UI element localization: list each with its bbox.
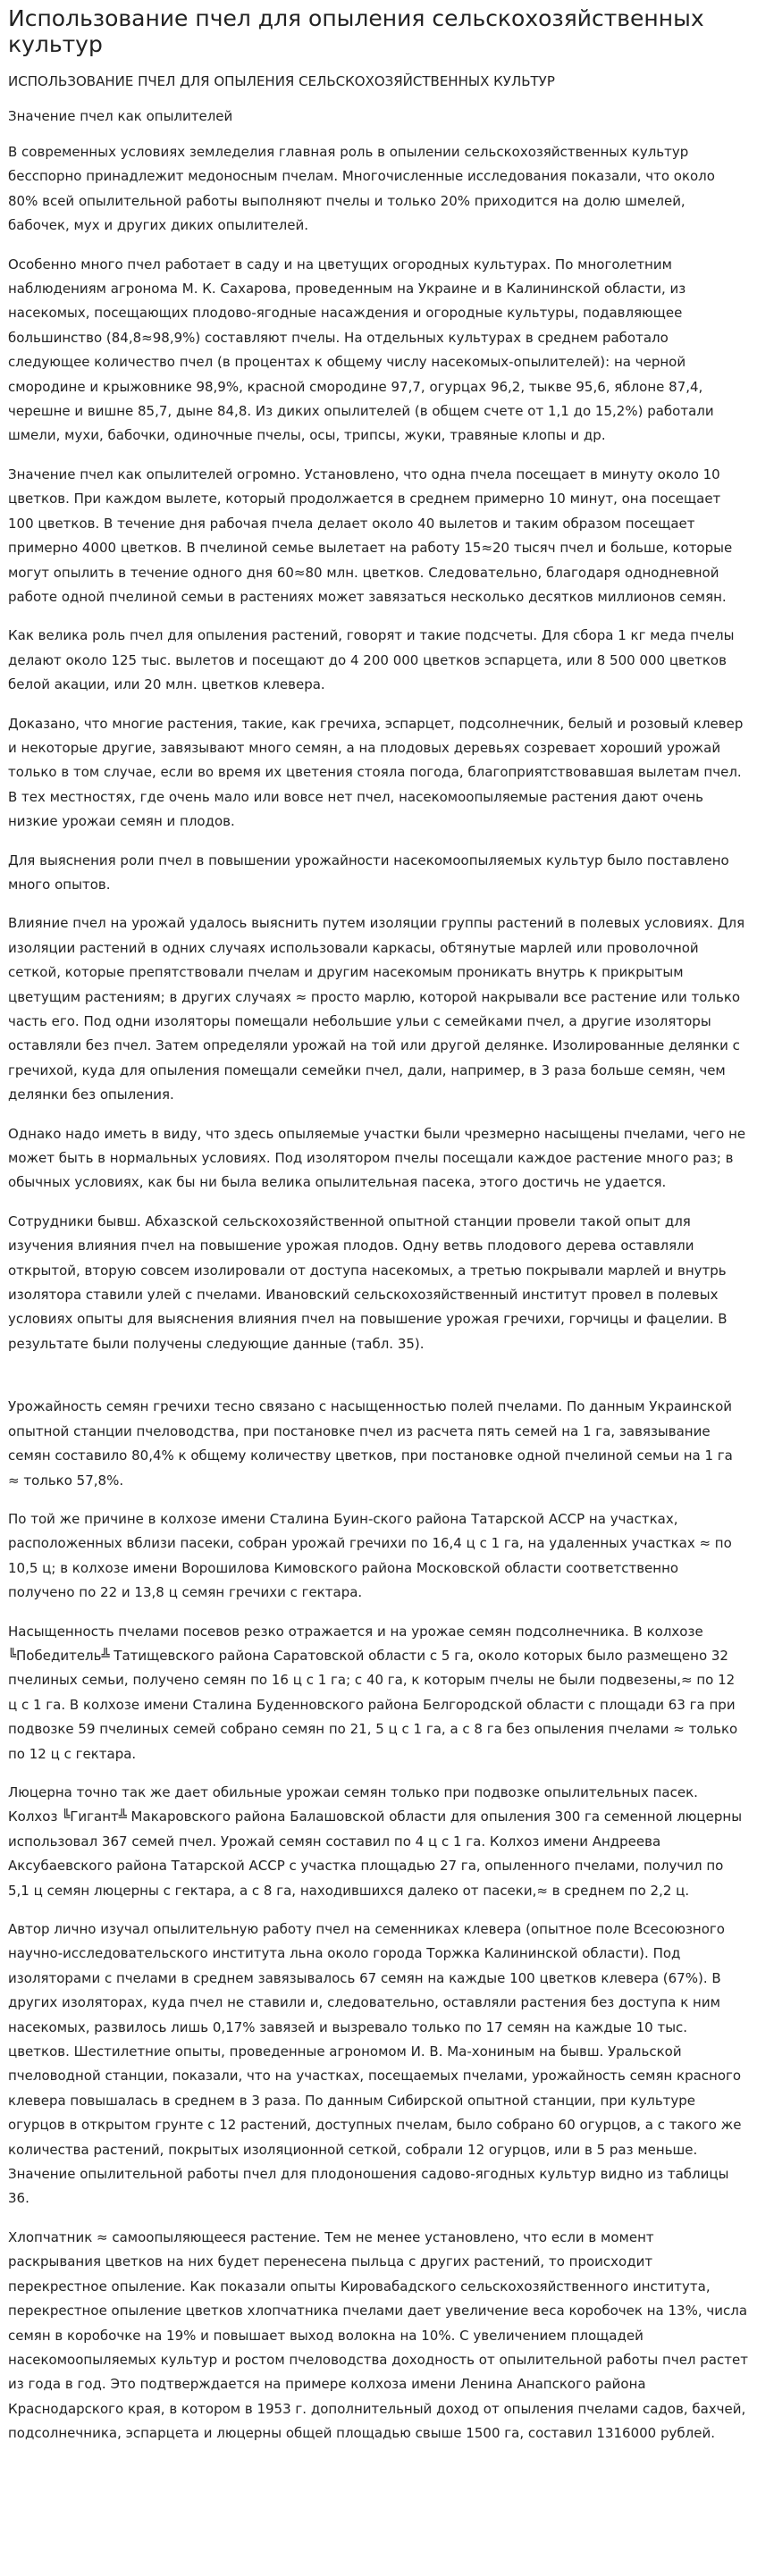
paragraph: Урожайность семян гречихи тесно связано с насыщенностью полей пчелами. По данным Украинской опытной станции пчеловодства, при постановке пчел из расчета пять семей на 1 га, завязывание семян составило 80,4% к общему количеству цветков, при постановке одной пчелиной семьи на 1 га ≈ только 57,8%.: [8, 1398, 733, 1489]
paragraph: Однако надо иметь в виду, что здесь опыляемые участки были чрезмерно насыщены пчелами, чего не может быть в нормальных условиях. Под изолятором пчелы посещали каждое растение много раз; в обычных условиях, как бы ни была велика опылительная пасека, этого достичь не удается.: [8, 1125, 746, 1191]
paragraph: Как велика роль пчел для опыления растений, говорят и такие подсчеты. Для сбора 1 кг меда пчелы делают около 125 тыс. вылетов и посещают до 4 200 000 цветков эспарцета, или 8 500 000 цветков белой акации, или 20 млн. цветков клевера.: [8, 627, 735, 693]
table-placeholder-gap: [8, 1371, 748, 1395]
paragraph: Для выяснения роли пчел в повышении урожайности насекомоопыляемых культур было поставлено много опытов.: [8, 852, 729, 893]
paragraph: Значение пчел как опылителей огромно. Установлено, что одна пчела посещает в минуту около 10 цветков. При каждом вылете, который продолжается в среднем примерно 10 минут, она посещает 100 цветков. В течение дня рабочая пчела делает около 40 вылетов и таким образом посещает примерно 4000 цветков. В пчелиной семье вылетает на работу 15≈20 тысяч пчел и больше, которые могут опылить в течение одного дня 60≈80 млн. цветков. Следовательно, благодаря однодневной работе одной пчелиной семьи в растениях может завязаться несколько десятков миллионов семян.: [8, 466, 733, 605]
paragraph: Особенно много пчел работает в саду и на цветущих огородных культурах. По многолетним наблюдениям агронома М. К. Сахарова, проведенным на Украине и в Калининской области, из насекомых, посещающих плодово-ягодные насаждения и огородные культуры, подавляющее большинство (84,8≈98,9%) составляют пчелы. На отдельных культурах в среднем работало следующее количество пчел (в процентах к общему числу насекомых-опылителей): на черной смородине и крыжовнике 98,9%, красной смородине 97,7, огурцах 96,2, тыкве 95,6, яблоне 87,4, черешне и вишне 85,7, дыне 84,8. Из диких опылителей (в общем счете от 1,1 до 15,2%) работали шмели, мухи, бабочки, одиночные пчелы, осы, трипсы, жуки, травяные клопы и др.: [8, 256, 714, 444]
paragraph: В современных условиях земледелия главная роль в опылении сельскохозяйственных культур бесспорно принадлежит медоносным пчелам. Многочисленные исследования показали, что около 80% всей опылительной работы выполняют пчелы и только 20% приходится на долю шмелей, бабочек, мух и других диких опылителей.: [8, 144, 715, 234]
article-subtitle: ИСПОЛЬЗОВАНИЕ ПЧЕЛ ДЛЯ ОПЫЛЕНИЯ СЕЛЬСКОХОЗЯЙСТВЕННЫХ КУЛЬТУР: [8, 73, 555, 89]
paragraph: Люцерна точно так же дает обильные урожаи семян только при подвозке опылительных пасек. Колхоз ╚Гигант╩ Макаровского района Балашовской области для опыления 300 га семенной люцерны использовал 367 семей пчел. Урожай семян составил по 4 ц с 1 га. Колхоз имени Андреева Аксубаевского района Татарской АССР с участка площадью 27 га, опыленного пчелами, получил по 5,1 ц семян люцерны с гектара, а с 8 га, находившихся далеко от пасеки,≈ в среднем по 2,2 ц.: [8, 1783, 743, 1899]
paragraph: Сотрудники бывш. Абхазской сельскохозяйственной опытной станции провели такой опыт для изучения влияния пчел на повышение урожая плодов. Одну ветвь плодового дерева оставляли открытой, вторую совсем изолировали от доступа насекомых, а третью покрывали марлей и внутрь изолятора ставили улей с пчелами. Ивановский сельскохозяйственный институт провел в полевых условиях опыты для выяснения влияния пчел на повышение урожая гречихи, горчицы и фацелии. В результате были получены следующие данные (табл. 35).: [8, 1212, 728, 1352]
section-heading: Значение пчел как опылителей: [8, 108, 233, 124]
paragraph: По той же причине в колхозе имени Сталина Буин-ского района Татарской АССР на участках, расположенных вблизи пасеки, собран урожай гречихи по 16,4 ц с 1 га, на удаленных участках ≈ по 10,5 ц; в колхозе имени Ворошилова Кимовского района Московской области соответственно получено по 22 и 13,8 ц семян гречихи с гектара.: [8, 1510, 732, 1601]
paragraph: Доказано, что многие растения, такие, как гречиха, эспарцет, подсолнечник, белый и розовый клевер и некоторые другие, завязывают много семян, а на плодовых деревьях созревает хороший урожай только в том случае, если во время их цветения стояла погода, благоприятствовавшая вылетам пчел. В тех местностях, где очень мало или вовсе нет пчел, насекомоопыляемые растения дают очень низкие урожаи семян и плодов.: [8, 715, 744, 830]
paragraph: Насыщенность пчелами посевов резко отражается и на урожае семян подсолнечника. В колхозе ╚Победитель╩ Татищевского района Саратовской области с 5 га, около которых было размещено 32 пчелиных семьи, получено семян по 16 ц с 1 га; с 40 га, к которым пчелы не были подвезены,≈ по 12 ц с 1 га. В колхозе имени Сталина Буденновского района Белгородской области с площади 63 га при подвозке 59 пчелиных семей собрано семян по 21, 5 ц с 1 га, а с 8 га без опыления пчелами ≈ только по 12 ц с гектара.: [8, 1623, 738, 1762]
paragraph: Хлопчатник ≈ самоопыляющееся растение. Тем не менее установлено, что если в момент раскрывания цветков на них будет перенесена пыльца с других растений, то происходит перекрестное опыление. Как показали опыты Кировабадского сельскохозяйственного института, перекрестное опыление цветков хлопчатника пчелами дает увеличение веса коробочек на 13%, числа семян в коробочке на 19% и повышает выход волокна на 10%. С увеличением площадей насекомоопыляемых культур и ростом пчеловодства доходность от опылительной работы пчел растет из года в год. Это подтверждается на примере колхоза имени Ленина Анапского района Краснодарского края, в котором в 1953 г. дополнительный доход от опыления пчелами садов, бахчей, подсолнечника, эспарцета и люцерны общей площадью свыше 1500 га, составил 1316000 рублей.: [8, 2228, 748, 2442]
paragraph: Автор лично изучал опылительную работу пчел на семенниках клевера (опытное поле Всесоюзного научно-исследовательского института льна около города Торжка Калининской области). Под изоляторами с пчелами в среднем завязывалось 67 семян на каждые 100 цветков клевера (67%). В других изоляторах, куда пчел не ставили и, следовательно, оставляли растения без доступа к ним насекомых, развилось лишь 0,17% завязей и вызревало только по 17 семян на каждые 10 тыс. цветков. Шестилетние опыты, проведенные агрономом И. В. Ма-хониным на бывш. Уральской пчеловодной станции, показали, что на участках, посещаемых пчелами, урожайность семян красного клевера повышалась в среднем в 3 раза. По данным Сибирской опытной станции, при культуре огурцов в открытом грунте с 12 растений, доступных пчелам, было собрано 60 огурцов, а с такого же количества растений, покрытых изоляционной сеткой, собрали 12 огурцов, или в 5 раз меньше. Значение опылительной работы пчел для плодоношения садово-ягодных культур видно из таблицы 36.: [8, 1921, 742, 2207]
page-title: Использование пчел для опыления сельскохозяйственных культур: [8, 5, 704, 57]
paragraph: Влияние пчел на урожай удалось выяснить путем изоляции группы растений в полевых условиях. Для изоляции растений в одних случаях использовали каркасы, обтянутые марлей или проволочной сеткой, которые препятствовали пчелам и другим насекомым проникать внутрь к прикрытым цветущим растениям; в других случаях ≈ просто марлю, которой накрывали все растение или только часть его. Под одни изоляторы помещали небольшие ульи с семейками пчел, а другие изоляторы оставляли без пчел. Затем определяли урожай на той или другой делянке. Изолированные делянки с гречихой, куда для опыления помещали семейки пчел, дали, например, в 3 раза больше семян, чем делянки без опыления.: [8, 915, 745, 1103]
